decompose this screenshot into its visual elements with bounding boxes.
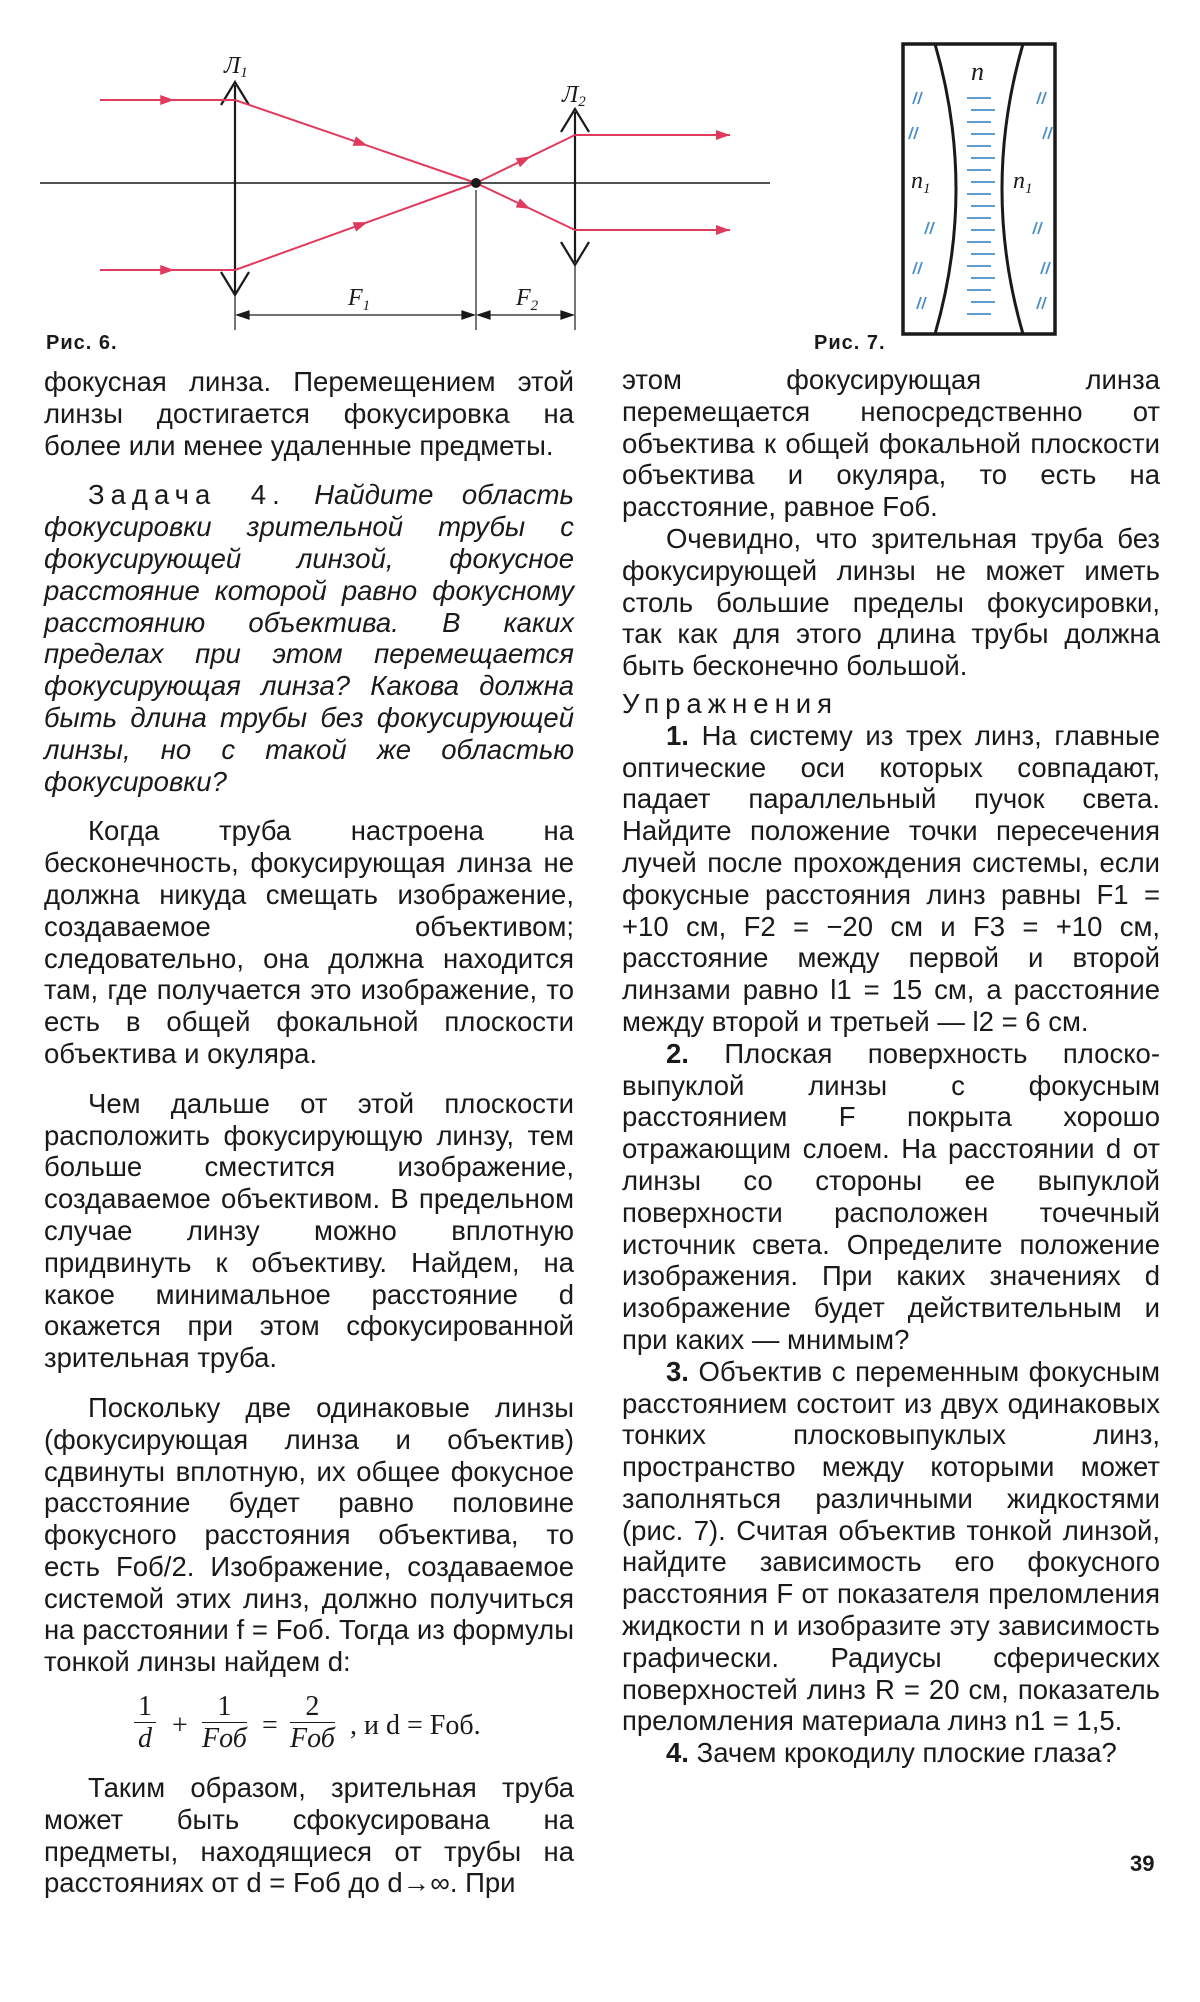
lens-2-label: Л2 (562, 82, 586, 110)
exercise-text: На систему из трех линз, главные оптические оси которых совпадают, падает параллельный пучок света. Найдите положение точки пересечения лучей после прохождения системы, если фокусные расстояния линз равны F1 = +10 см, F2 = −20 см и F3 = +10 см, расстояние между первой и второй линзами равно l1 = 15 см, а расстояние между второй и третьей — l2 = 6 см. (622, 719, 1160, 1037)
glass-hatch (1043, 127, 1047, 139)
glass-hatch (909, 127, 913, 139)
right-column (622, 364, 1160, 1769)
exercise-4 (622, 1737, 1160, 1769)
lens-1 (221, 82, 249, 295)
formula-tail: , и d = Fоб. (350, 1710, 481, 1742)
glass-hatch (930, 222, 934, 234)
formula-denominator: Fоб (290, 1723, 335, 1755)
glass-hatch (922, 297, 926, 309)
glass-hatch (1042, 297, 1046, 309)
ray-arrowhead (516, 198, 531, 209)
exercises-heading: Упражнения (622, 687, 839, 719)
glass-hatch (925, 222, 929, 234)
thin-lens-formula (44, 1692, 574, 1758)
formula-denominator: Fоб (202, 1723, 247, 1755)
dimension-f1 (237, 311, 474, 319)
exercise-text: Плоская поверхность плоско-выпуклой линзы с фокусным расстоянием F покрыта хорошо отражающим слоем. На расстоянии d от линзы со стороны ее выпуклой поверхности расположен точечный источник света. Определите положение изображения. При каких значениях d изображение будет действительным и при каких — мнимым? (622, 1037, 1160, 1355)
f2-label: $F_2$ (516, 285, 539, 314)
task-heading: Задача 4. (88, 479, 286, 511)
paragraph: Когда труба настроена на бесконечность, фокусирующая линза не должна никуда смещать изображение, создаваемое объективом; следовательно, она должна находится там, где получается это изображение, то есть в общей фокальной плоскости объектива и окуляра. (44, 815, 574, 1069)
glass-hatch (1041, 262, 1045, 274)
lens-2 (561, 109, 589, 265)
formula-denominator: d (138, 1723, 152, 1755)
paragraph: Очевидно, что зрительная труба без фокусирующей линзы не может иметь столь большие пределы фокусировки, так как для этого длина трубы должна быть бесконечно большой. (622, 522, 1160, 682)
left-column (44, 366, 574, 1899)
glass-hatch (1048, 127, 1052, 139)
lens-1-label: Л1 (224, 53, 248, 81)
exercise-2 (622, 1038, 1160, 1356)
paragraph: фокусная линза. Перемещением этой линзы достигается фокусировка на более или менее удаленные предметы. (44, 366, 574, 461)
exercise-1 (622, 720, 1160, 1038)
ray-arrowhead (160, 95, 174, 105)
glass-hatch (918, 92, 922, 104)
paragraph: Чем дальше от этой плоскости расположить фокусирующую линзу, тем больше сместится изображение, создаваемое объективом. В предельном случае линзу можно вплотную придвинуть к объективу. Найдем, на какое минимальное расстояние d окажется при этом сфокусированной зрительная труба. (44, 1087, 574, 1374)
exercise-number: 1. (666, 719, 689, 751)
right-lens-label: $n_1$ (1013, 168, 1033, 197)
liquid-hatching (909, 92, 1052, 314)
ray-arrowhead (716, 130, 730, 140)
formula-numerator: 1 (202, 1692, 247, 1723)
page-number: 39 (1130, 1851, 1155, 1876)
exercise-3 (622, 1356, 1160, 1738)
formula-equals: = (262, 1710, 278, 1742)
ray-arrowhead (716, 225, 730, 235)
ray-arrowhead (353, 222, 368, 231)
glass-hatch (917, 297, 921, 309)
glass-hatch (918, 262, 922, 274)
exercise-number: 2. (666, 1037, 689, 1069)
formula-plus: + (172, 1710, 188, 1742)
formula-numerator: 2 (290, 1692, 335, 1723)
paragraph: этом фокусирующая линза перемещается непосредственно от объектива к общей фокальной плоскости объектива и окуляра, то есть на расстояние, равное Fоб. (622, 364, 1160, 523)
ray-arrowhead (160, 265, 174, 275)
liquid-label: n (971, 57, 984, 86)
figure-7-diagram (895, 36, 1065, 346)
focal-point (471, 178, 481, 188)
exercise-number: 4. (666, 1737, 689, 1769)
figure-7-caption: Рис. 7. (814, 332, 886, 354)
dimension-f2 (478, 311, 573, 319)
paragraph: Поскольку две одинаковые линзы (фокусирующая линза и объектив) сдвинуты вплотную, их общее фокусное расстояние будет равно половине фокусного расстояния объектива, то есть Fоб/2. Изображение, создаваемое системой этих линз, должно получиться на расстоянии f = Fоб. Тогда из формулы тонкой линзы найдем d: (44, 1391, 574, 1678)
exercise-text: Зачем крокодилу плоские глаза? (696, 1737, 1117, 1769)
ray-arrowhead (516, 157, 531, 168)
light-rays (100, 95, 730, 275)
task-4 (44, 479, 574, 797)
f1-label: $F_1$ (348, 285, 371, 314)
glass-hatch (1038, 222, 1042, 234)
ray-arrowhead (353, 136, 368, 145)
glass-hatch (1046, 262, 1050, 274)
glass-hatch (914, 127, 918, 139)
formula-numerator: 1 (134, 1692, 156, 1723)
glass-hatch (913, 262, 917, 274)
figure-6-caption: Рис. 6. (46, 332, 118, 354)
left-lens-label: $n_1$ (911, 168, 931, 197)
glass-hatch (1042, 92, 1046, 104)
exercise-text: Объектив с переменным фокусным расстоянием состоит из двух одинаковых тонких плосковыпуклых линз, пространство между которыми может заполняться различными жидкостями (рис. 7). Считая объектив тонкой линзой, найдите зависимость его фокусного расстояния F от показателя преломления жидкости n и изобразите эту зависимость графически. Радиусы сферических поверхностей линз R = 20 см, показатель преломления материала линз n1 = 1,5. (622, 1355, 1160, 1737)
glass-hatch (1037, 92, 1041, 104)
glass-hatch (1037, 297, 1041, 309)
task-text: Найдите область фокусировки зрительной трубы с фокусирующей линзой, фокусное расстояние которой равно фокусному расстоянию объектива. В каких пределах при этом перемещается фокусирующая линза? Какова должна быть длина трубы без фокусирующей линзы, но с такой же областью фокусировки? (44, 479, 574, 797)
glass-hatch (913, 92, 917, 104)
paragraph: Таким образом, зрительная труба может быть сфокусирована на предметы, находящиеся от трубы на расстояниях от d = Fоб до d→∞. При (44, 1772, 574, 1899)
exercise-number: 3. (666, 1355, 689, 1387)
figure-6-diagram (30, 30, 790, 350)
glass-hatch (1033, 222, 1037, 234)
